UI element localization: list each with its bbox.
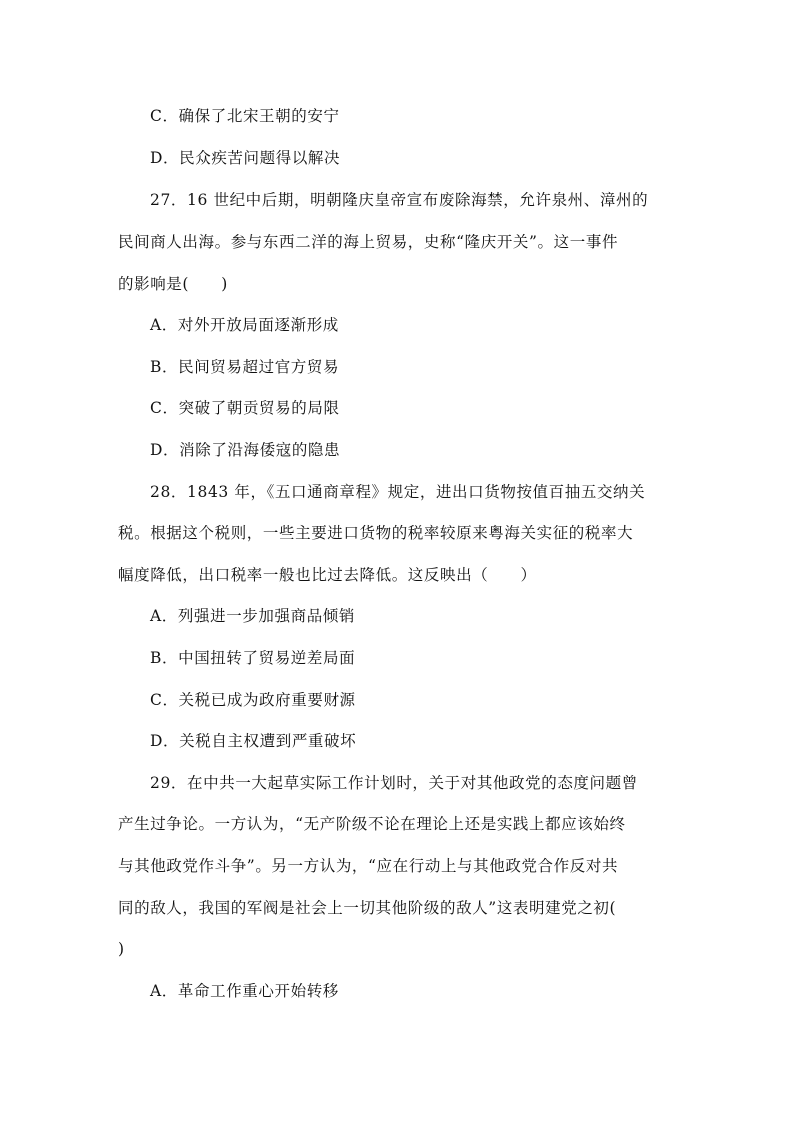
q29-stem-line-4: 同的敌人，我国的军阀是社会上一切其他阶级的敌人”这表明建党之初(	[118, 899, 617, 917]
q28-option-c: C．关税已成为政府重要财源	[150, 691, 356, 709]
q28-stem-line-2: 税。根据这个税则，一些主要进口货物的税率较原来粤海关实征的税率大	[118, 524, 634, 542]
q27-option-b: B．民间贸易超过官方贸易	[150, 358, 340, 376]
q26-option-d: D．民众疾苦问题得以解决	[150, 149, 341, 167]
q27-stem-line-1: 27．16 世纪中后期，明朝隆庆皇帝宣布废除海禁，允许泉州、漳州的	[150, 191, 649, 209]
q29-option-a: A．革命工作重心开始转移	[150, 982, 339, 1000]
q28-stem-line-3: 幅度降低，出口税率一般也比过去降低。这反映出（ ）	[118, 566, 537, 584]
q27-option-c: C．突破了朝贡贸易的局限	[150, 399, 340, 417]
q29-stem-line-1: 29．在中共一大起草实际工作计划时，关于对其他政党的态度问题曾	[150, 774, 638, 792]
q27-stem-line-2: 民间商人出海。参与东西二洋的海上贸易，史称“隆庆开关”。这一事件	[118, 233, 619, 251]
q29-stem-line-5: )	[118, 940, 125, 958]
q26-option-c: C．确保了北宋王朝的安宁	[150, 107, 340, 125]
q27-option-a: A．对外开放局面逐渐形成	[150, 316, 339, 334]
q29-stem-line-2: 产生过争论。一方认为，“无产阶级不论在理论上还是实践上都应该始终	[118, 815, 626, 833]
q29-stem-line-3: 与其他政党作斗争”。另一方认为，“应在行动上与其他政党合作反对共	[118, 857, 619, 875]
q27-stem-line-3: 的影响是( )	[118, 275, 228, 293]
q28-stem-line-1: 28．1843 年，《五口通商章程》规定，进出口货物按值百抽五交纳关	[150, 483, 646, 501]
q28-option-b: B．中国扭转了贸易逆差局面	[150, 649, 356, 667]
q28-option-a: A．列强进一步加强商品倾销	[150, 607, 355, 625]
q27-option-d: D．消除了沿海倭寇的隐患	[150, 441, 341, 459]
q28-option-d: D．关税自主权遭到严重破坏	[150, 732, 357, 750]
